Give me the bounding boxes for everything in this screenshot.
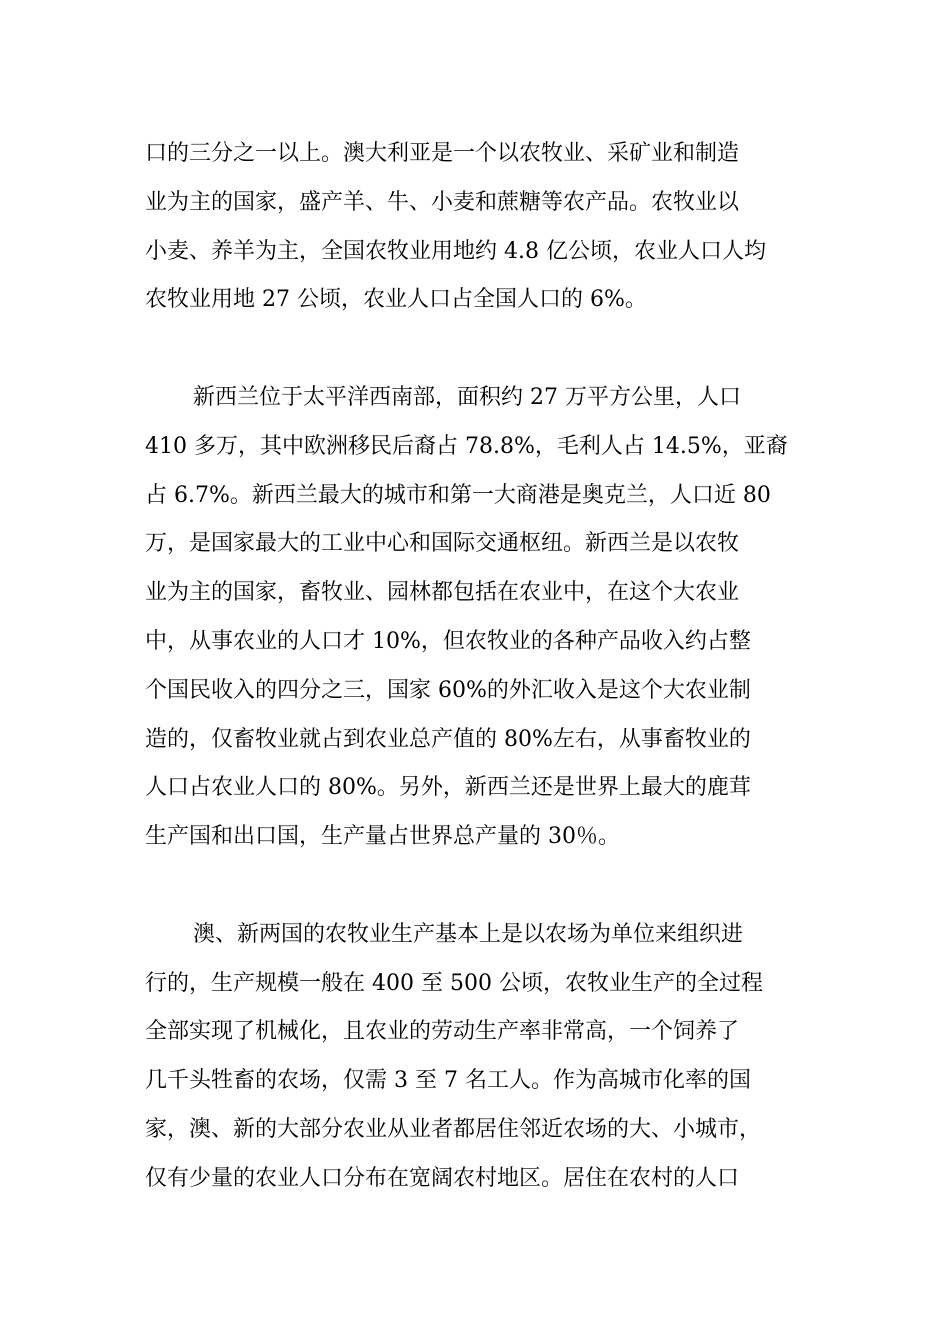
text-line: 仅有少量的农业人口分布在宽阔农村地区。居住在农村的人口 (145, 1165, 740, 1191)
paragraph-spacer (145, 325, 805, 374)
text-line: 410 多万，其中欧洲移民后裔占 78.8%，毛利人占 14.5%，亚裔 (145, 433, 788, 459)
text-line: 业为主的国家，畜牧业、园林都包括在农业中，在这个大农业 (145, 580, 740, 606)
paragraph-spacer (145, 862, 805, 911)
text-line: 小麦、养羊为主，全国农牧业用地约 4.8 亿公顷，农业人口人均 (145, 238, 766, 264)
text-line: 占 6.7%。新西兰最大的城市和第一大商港是奥克兰，人口近 80 (145, 482, 771, 508)
text-line: 业为主的国家，盛产羊、牛、小麦和蔗糖等农产品。农牧业以 (145, 189, 740, 215)
paragraph-new-zealand (145, 374, 805, 862)
text-line: 新西兰位于太平洋西南部，面积约 27 万平方公里，人口 (193, 384, 741, 410)
text-line: 口的三分之一以上。澳大利亚是一个以农牧业、采矿业和制造 (145, 141, 740, 166)
text-line: 万，是国家最大的工业中心和国际交通枢纽。新西兰是以农牧 (145, 531, 740, 557)
text-line: 中，从事农业的人口才 10%，但农牧业的各种产品收入约占整 (145, 628, 751, 654)
text-line: 农牧业用地 27 公顷，农业人口占全国人口的 6%。 (145, 287, 647, 313)
document-body (145, 130, 805, 1204)
paragraph-australia-agriculture (145, 130, 805, 325)
text-line: 生产国和出口国，生产量占世界总产量的 30％。 (145, 824, 620, 850)
text-line: 几千头牲畜的农场，仅需 3 至 7 名工人。作为高城市化率的国 (145, 1068, 751, 1094)
text-line: 造的，仅畜牧业就占到农业总产值的 80%左右，从事畜牧业的 (145, 726, 751, 752)
text-line: 人口占农业人口的 80%。另外，新西兰还是世界上最大的鹿茸 (145, 775, 751, 801)
text-line: 家，澳、新的大部分农业从业者都居住邻近农场的大、小城市， (145, 1116, 762, 1142)
text-line: 全部实现了机械化，且农业的劳动生产率非常高，一个饲养了 (145, 1019, 740, 1045)
paragraph-farm-organization (145, 911, 805, 1204)
text-line: 澳、新两国的农牧业生产基本上是以农场为单位来组织进 (193, 921, 744, 947)
text-line: 个国民收入的四分之三，国家 60%的外汇收入是这个大农业制 (145, 677, 751, 703)
text-line: 行的，生产规模一般在 400 至 500 公顷，农牧业生产的全过程 (145, 970, 763, 996)
